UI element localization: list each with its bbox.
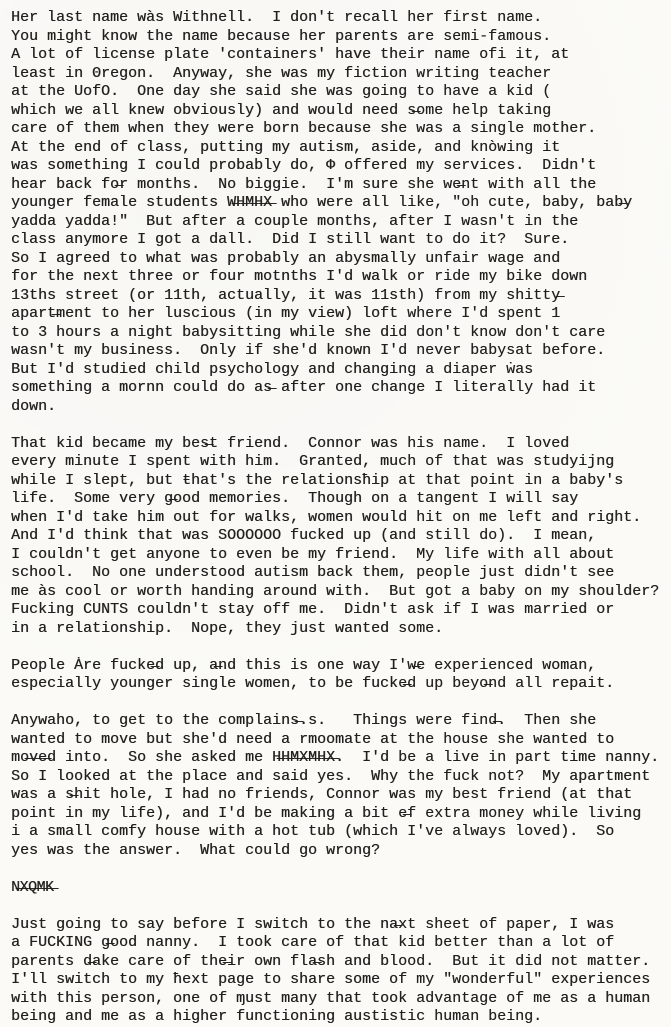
text-line: wasn't my business. Only if she'd known I'd never babysat before. (11, 342, 606, 359)
text-line: which we all knew obviously) and would need s̶ome help taking (11, 101, 552, 119)
text-line: was something I could probably do, Φ offered my services. Didn't (11, 157, 597, 174)
text-line: younger female students W̶H̶M̶H̶X̶ who were all like, "oh cute, baby, bab̶y (11, 194, 633, 211)
text-line: People Ȧre fucke̶d up, a̶nd this is one way I'w̶e experienced woman, (11, 656, 597, 674)
text-line: care of them when they were born because she was a single mother. (11, 120, 597, 137)
text-line: So I agreed to what was probably an abysmally unfair wage and (11, 249, 561, 267)
text-line: every minute I spent with him. Granted, much of that was studyijng (11, 453, 615, 470)
text-line: And I'd think that was SOOOOOO fucked up (and still do). I mean, (11, 527, 597, 544)
text-line: while I slept, but ŧhat's the relationsħip at that point in a baby's (11, 471, 624, 489)
text-line: Fucking CUNTS couldn't stay off me. Didn't ask if I was married or (11, 601, 615, 618)
text-line: I'll switch to my ħext page to share some of my "wonderful" experiences (11, 971, 651, 988)
text-line: school. No one understood autism back them, people just didn't see (11, 564, 615, 581)
text-line: i a small comfy house with a hot tub (which I've always loved). So (11, 823, 615, 840)
text-line: But I'd studied child psychology and changing a diaper ẇas (11, 360, 534, 378)
text-line: a FUCKING g̶ood nanny. I took care of that kid better than a lot of (11, 934, 615, 951)
text-line: down. (11, 397, 57, 415)
text-line: Anywaho, to get to the complains̶.s. Things were find̶. Then she (11, 712, 597, 729)
text-line: hear back fo̶r months. No biggie. I'm sure she we̶nt with all the (11, 175, 597, 193)
text-line: in a relationship. Nope, they just wanted some. (11, 619, 444, 637)
paragraph-5 (11, 916, 667, 1027)
text-line: I couldn't get anyone to even be my friend. My life with all about (11, 545, 615, 563)
text-line: at the UofO. One day she said she was going to have a kid ( (11, 83, 552, 100)
paragraph-4 (11, 712, 667, 860)
text-line: yadda yadda!" But after a couple months, after I wasn't in the (11, 212, 579, 230)
paragraph-2 (11, 435, 667, 639)
text-line: So I looked at the place and said yes. Why the fuck not? My apartment (11, 767, 651, 785)
text-line: You might know the name because her parents are semi-famous. (11, 27, 552, 45)
text-line: mo̶v̶e̶d into. So she asked me H̶H̶M̶X̶M̶H̶X̶. I'd be a live in part time nanny. (11, 749, 660, 766)
text-line: life. Some very g̶ood memories. Though on a tangent I will say (11, 490, 579, 507)
text-line: point in my life), and I'd be making a bit e̶f extra money while living (11, 804, 642, 822)
text-line: parents d̶ake care of the̶ir own fla̶sh and blood. But it did not matter. (11, 952, 651, 970)
text-line: yes was the answer. What could go wrong? (11, 841, 381, 859)
paragraph-3 (11, 657, 667, 694)
text-line: N̶X̶Q̶M̶K̶ (11, 878, 54, 896)
text-line: At the end of class, putting my autism, aside, and knòwing it (11, 138, 561, 156)
text-line: being and me as a higher functioning austistic human being. (11, 1008, 543, 1025)
text-line: Her last name wàs Withnell. I don't recall her first name. (11, 9, 543, 26)
text-line: with this person, one of ɱust many that took advantage of me as a human (11, 989, 651, 1007)
text-line: for the next three or four motnths I'd walk or ride my bike down (11, 268, 588, 285)
text-line: A lot of license plate 'containers' have their name ofi it, at (11, 46, 570, 63)
text-line: to 3 hours a night babysitting while she did don't know don't care (11, 323, 606, 341)
text-line: class anymore I got a dall. Did I still want to do it? Sure. (11, 231, 570, 248)
strikeout-heading (11, 879, 667, 898)
text-line: especially younger single women, to be fucke̶d up beyo̶nd all repait. (11, 675, 615, 692)
text-line: Just going to say before I switch to the na̶xt sheet of paper, I was (11, 915, 615, 933)
text-line: 13ths street (or 11th, actually, it was 11sth) from my shitty̶ (11, 286, 561, 304)
text-line: was a s̶hit hole, I had no friends, Connor was my best friend (at that (11, 786, 633, 803)
text-line: apart̶ment to her luscious (in my view) loft where I'd spent 1 (11, 305, 561, 322)
paragraph-1 (11, 9, 667, 416)
text-line: something a mornn could do as̶ after one change I literally had it (11, 379, 597, 396)
text-line: wanted to move but she'd need a rmoomate at the house she wanted to (11, 730, 615, 748)
text-line: least in Θregon. Anyway, she was my fiction writing teacher (11, 64, 552, 82)
text-line: me às cool or worth handing around with. But got a baby on my shoulder? (11, 582, 660, 600)
text-line: That kid became my bes̶t friend. Connor was his name. I loved (11, 434, 570, 452)
text-line: when I'd take him out for walks, women would hit on me left and right. (11, 508, 642, 526)
